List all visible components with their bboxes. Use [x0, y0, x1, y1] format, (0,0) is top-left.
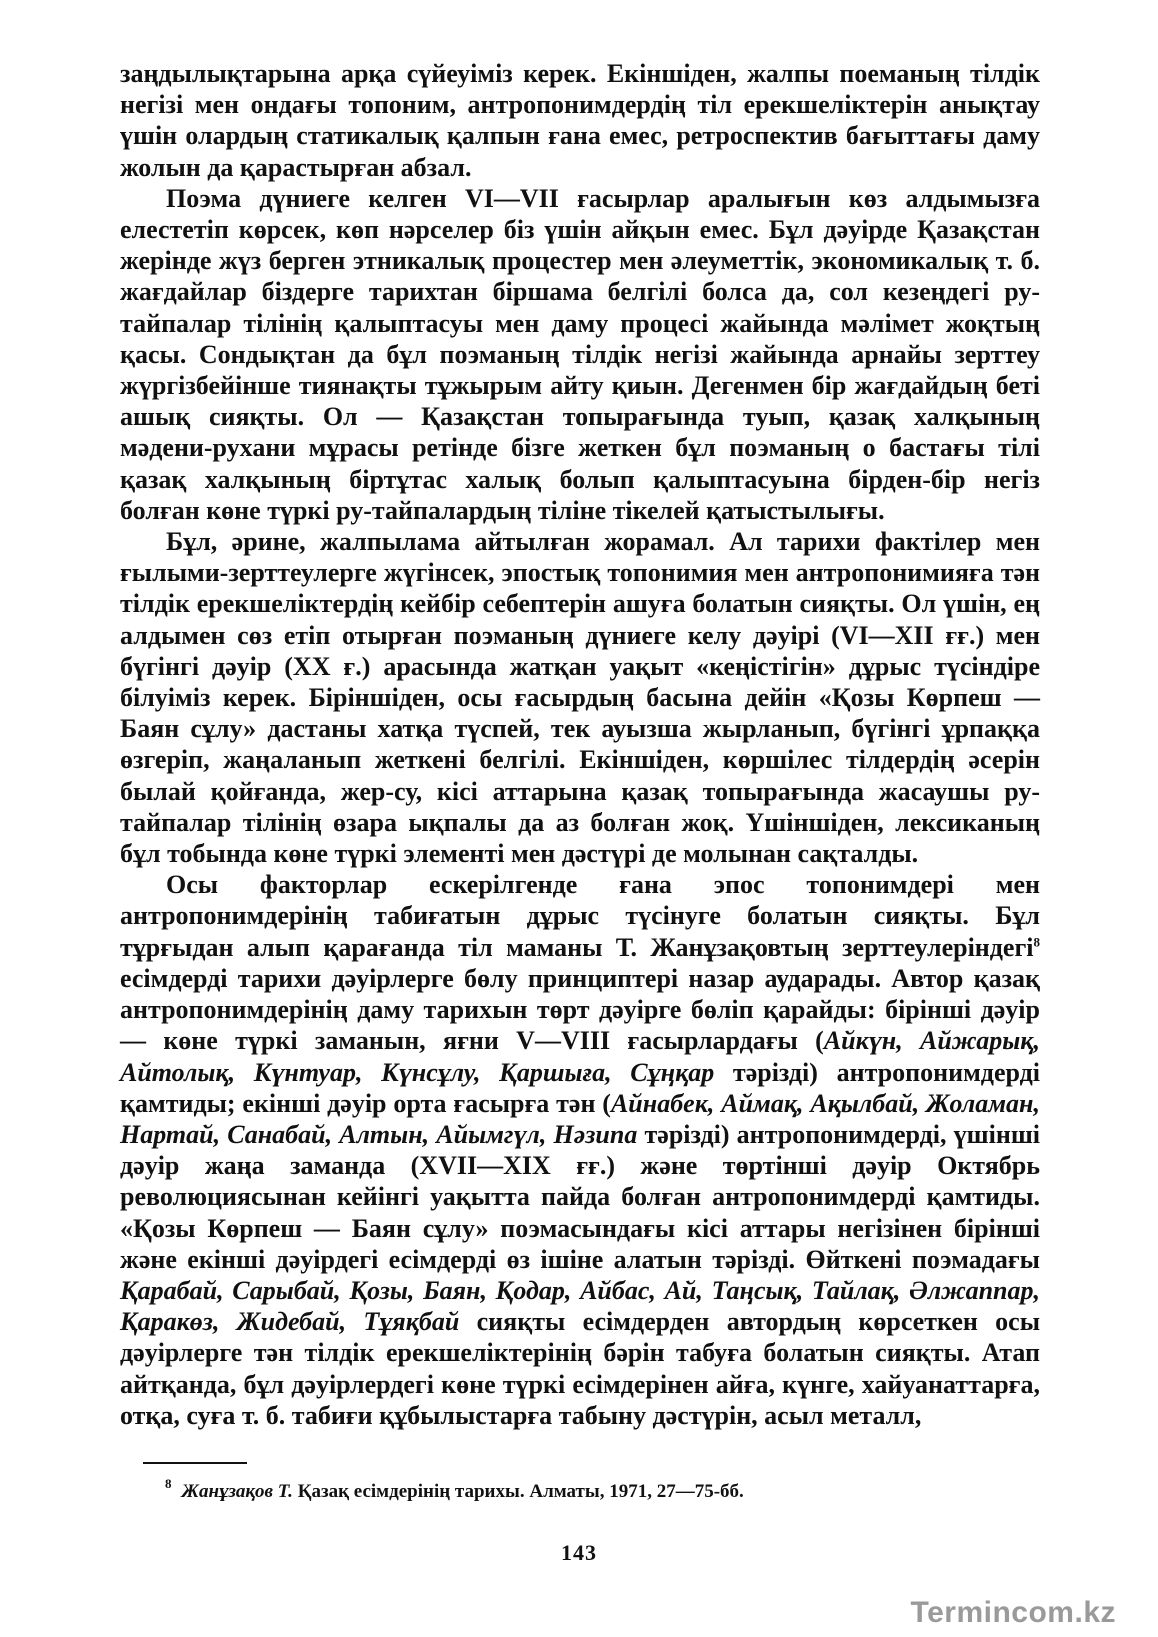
main-text	[120, 58, 1040, 1431]
page-number: 143	[561, 1540, 597, 1565]
italic-name-list: Айкүн, Айжарық, Айтолық, Күнтуар, Күнсұлу, Қаршыға, Сұңқар	[120, 1026, 1040, 1087]
paragraph	[120, 183, 1040, 526]
text-run: тәрізді) антропонимдерді қамтиды; екінші дәуір орта ғасырға тән (	[120, 1057, 1040, 1118]
footnote-reference: 8	[1033, 934, 1040, 950]
paragraph	[120, 58, 1040, 183]
footnote-mark: 8	[165, 1476, 172, 1491]
footnote	[165, 1476, 1040, 1505]
footnote-author: Жанұзақов Т.	[181, 1481, 293, 1502]
footnote-rule	[143, 1462, 247, 1464]
text-run: Осы факторлар ескерілгенде ғана эпос топонимдері мен антропонимдерінің табиғатын дұрыс түсінуге болатын сияқты. Бұл тұрғыдан алып қарағанда тіл маманы Т. Жанұзақовтың зерттеулеріндегі	[120, 870, 1040, 962]
italic-name-list: Қарабай, Сарыбай, Қозы, Баян, Қодар, Айбас, Ай, Таңсық, Тайлақ, Әлжаппар, Қаракөз, Жидебай, Тұяқбай	[120, 1275, 1040, 1337]
text-run: Бұл, әрине, жалпылама айтылған жорамал. Ал тарихи фактілер мен ғылыми-зерттеулерге жүгінсек, эпостық топонимия мен антропонимияға тән тілдік ерекшеліктердің кейбір себептерін ашуға болатын сияқты. Ол үшін, ең алдымен сөз етіп отырған поэманың дүниеге келу дәуірі (VI—XII ғғ.) мен бүгінгі дәуір (XX ғ.) арасында жатқан уақыт «кеңістігін» дұрыс түсіндіре білуіміз керек. Біріншіден, осы ғасырдың басына дейін «Қозы Көрпеш — Баян сұлу» дастаны хатқа түспей, тек ауызша жырланып, бүгінгі ұрпаққа өзгеріп, жаңаланып жеткені белгілі. Екіншіден, көршілес тілдердің әсерін былай қойғанда, жер-су, кісі аттарына қазақ топырағында жасаушы ру-тайпалар тілінің өзара ықпалы да аз болған жоқ. Үшіншіден, лексиканың бұл тобында көне түркі элементі мен дәстүрі де молынан сақталды.	[120, 527, 1040, 869]
watermark-logo: Termincom.kz	[910, 1596, 1116, 1629]
paragraph	[120, 526, 1040, 869]
page-body	[120, 58, 1040, 1431]
text-run: есімдерді тарихи дәуірлерге бөлу принциптері назар аударады. Автор қазақ антропонимдерінің даму тарихын төрт дәуірге бөліп қарайды: бірінші дәуір — көне түркі заманын, яғни V—VIII ғасырлардағы (	[120, 963, 1040, 1056]
text-run: тәрізді) антропонимдерді, үшінші дәуір жаңа заманда (XVII—XIX ғғ.) және төртінші дәуір Октябрь революциясынан кейінгі уақытта пайда болған антропонимдерді қамтиды. «Қозы Көрпеш — Баян сұлу» поэмасындағы кісі аттары негізінен бірінші және екінші дәуірдегі есімдерді өз ішіне алатын тәрізді. Өйткені поэмадағы	[120, 1119, 1041, 1274]
text-run: Поэма дүниеге келген VI—VII ғасырлар аралығын көз алдымызға елестетіп көрсек, көп нәрселер біз үшін айқын емес. Бұл дәуірде Қазақстан жерінде жүз берген этникалық процестер мен әлеуметтік, экономикалық т. б. жағдайлар біздерге тарихтан біршама белгілі болса да, сол кезеңдегі ру-тайпалар тілінің қалыптасуы мен даму процесі жайында мәлімет жоқтың қасы. Сондықтан да бұл поэманың тілдік негізі жайында арнайы зерттеу жүргізбейінше тиянақты тұжырым айту қиын. Дегенмен бір жағдайдың беті ашық сияқты. Ол — Қазақстан топырағында туып, қазақ халқының мәдени-рухани мұрасы ретінде бізге жеткен бұл поэманың о бастағы тілі қазақ халқының біртұтас халық болып қалыптасуына бірден-бір негіз болған көне түркі ру-тайпалардың тіліне тікелей қатыстылығы.	[120, 183, 1040, 525]
footnote-text: Қазақ есімдерінің тарихы. Алматы, 1971, 27—75-бб.	[292, 1481, 744, 1502]
paragraph	[120, 869, 1040, 1431]
text-run: сияқты есімдерден автордың көрсеткен осы дәуірлерге тән тілдік ерекшеліктерінің бәрін табуға болатын сияқты. Атап айтқанда, бұл дәуірлердегі көне түркі есімдерінен айға, күнге, хайуанаттарға, отқа, суға т. б. табиғи құбылыстарға табыну дәстүрін, асыл металл,	[120, 1307, 1040, 1430]
text-run: заңдылықтарына арқа сүйеуіміз керек. Екіншіден, жалпы поеманың тілдік негізі мен ондағы топоним, антропонимдердің тіл ерекшеліктерін анықтау үшін олардың статикалық қалпын ғана емес, ретроспектив бағыттағы даму жолын да қарастырған абзал.	[120, 59, 1040, 182]
italic-name-list: Айнабек, Аймақ, Ақылбай, Жоламан, Нартай, Санабай, Алтын, Айымгүл, Нәзипа	[120, 1088, 1040, 1149]
